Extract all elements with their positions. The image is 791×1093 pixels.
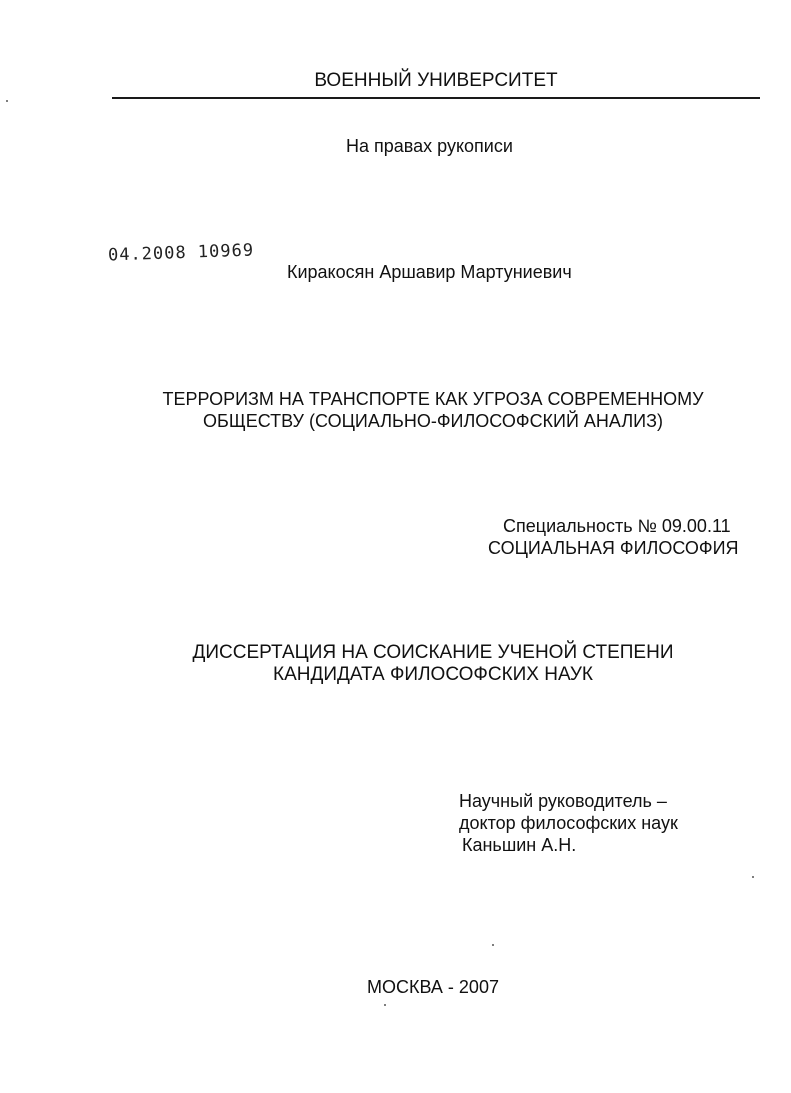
specialty-number: Специальность № 09.00.11 (503, 516, 731, 536)
archive-number-stamp: 04.2008 10969 (107, 240, 255, 266)
supervisor-role: Научный руководитель – (459, 791, 667, 811)
scan-speck (492, 944, 494, 946)
specialty-name: СОЦИАЛЬНАЯ ФИЛОСОФИЯ (488, 538, 739, 558)
city-year: МОСКВА - 2007 (367, 977, 499, 997)
dissertation-title-line-1: ТЕРРОРИЗМ НА ТРАНСПОРТЕ КАК УГРОЗА СОВРЕМЕННОМУ (162, 389, 704, 409)
dissertation-title-line-2: ОБЩЕСТВУ (СОЦИАЛЬНО-ФИЛОСОФСКИЙ АНАЛИЗ) (203, 411, 663, 431)
scan-speck (384, 1004, 386, 1006)
institution-name: ВОЕННЫЙ УНИВЕРСИТЕТ (314, 70, 558, 91)
manuscript-note: На правах рукописи (346, 136, 513, 156)
supervisor-title: доктор философских наук (459, 813, 678, 833)
author-name: Киракосян Аршавир Мартуниевич (287, 262, 572, 282)
degree-line-1: ДИССЕРТАЦИЯ НА СОИСКАНИЕ УЧЕНОЙ СТЕПЕНИ (192, 642, 674, 663)
degree-line-2: КАНДИДАТА ФИЛОСОФСКИХ НАУК (273, 664, 593, 685)
supervisor-name: Каньшин А.Н. (462, 835, 577, 855)
scan-speck (6, 100, 8, 102)
scan-speck (752, 876, 754, 878)
header-divider (112, 97, 760, 99)
